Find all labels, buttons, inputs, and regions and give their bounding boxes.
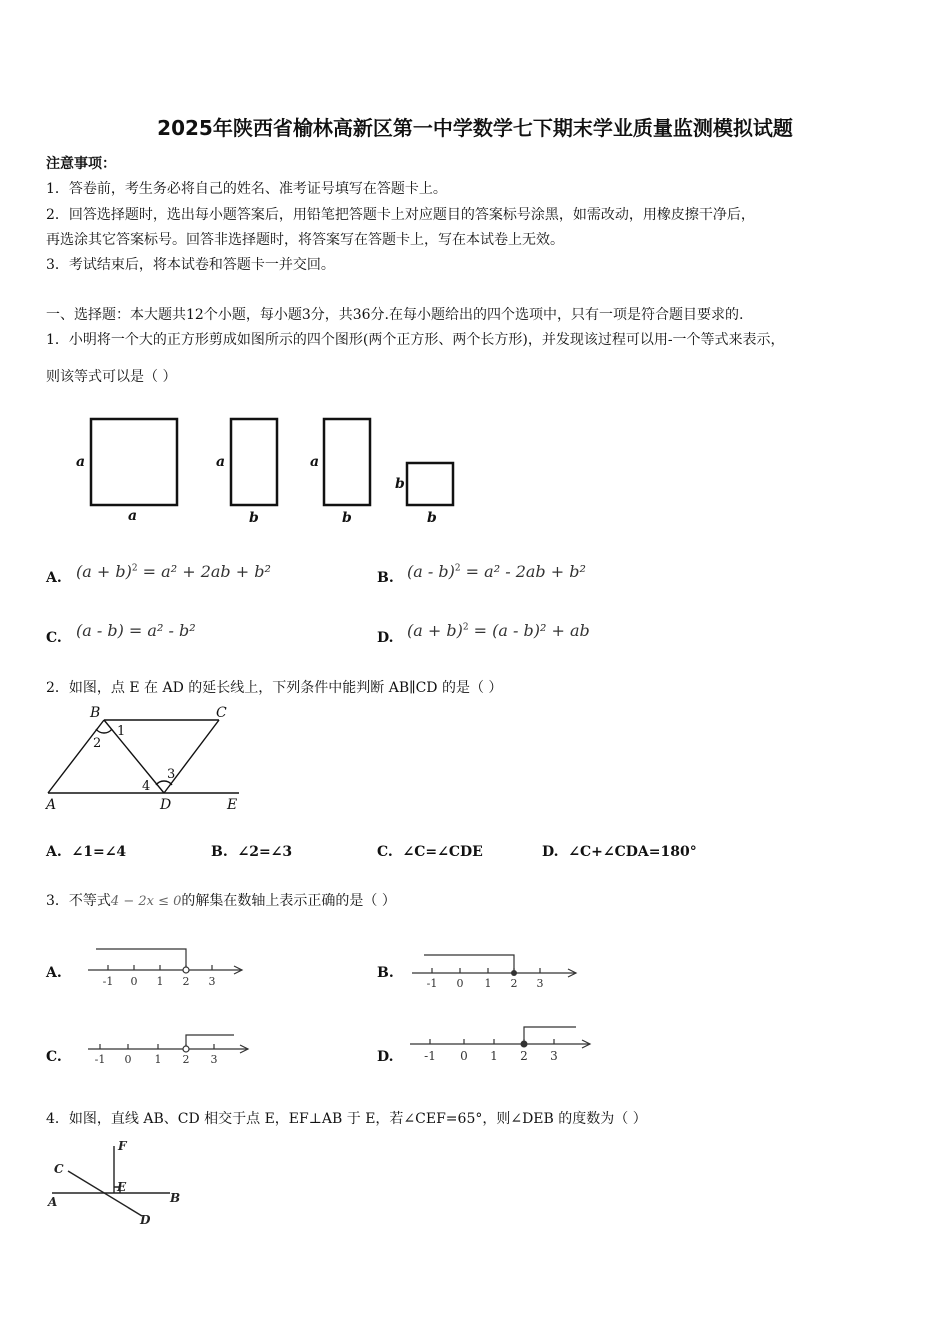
q1-option-a-formula: $(a + b)^2 = a^2 + 2ab + b^2$ [76,562,271,581]
svg-text:2: 2 [182,975,190,988]
svg-text:2: 2 [510,977,518,990]
small-square [407,463,453,505]
point-c: C [54,1162,64,1176]
svg-text:1: 1 [154,1053,162,1066]
q2-option-a: A. ∠1=∠4 [46,844,127,860]
q1-option-b-label: B. [377,570,394,586]
q3-numberline-d [408,1022,598,1068]
q1-option-c-label: C. [46,630,62,646]
section-heading: 一、选择题：本大题共12个小题，每小题3分，共36分.在每小题给出的四个选项中，只有一项是符合题目要求的. [46,307,744,323]
svg-text:1: 1 [484,977,492,990]
label-a: a [76,454,86,470]
q3-option-b: B. [377,965,394,981]
q2-option-b: B. ∠2=∠3 [211,844,293,860]
svg-text:3: 3 [536,977,544,990]
q1-option-d-label: D. [377,630,394,646]
svg-text:0: 0 [124,1053,132,1066]
big-square [91,419,177,505]
label-a: a [216,454,226,470]
svg-text:1: 1 [490,1049,498,1063]
q1-option-a-label: A. [46,570,62,586]
svg-text:-1: -1 [94,1053,106,1066]
q3-option-d: D. [377,1049,394,1065]
point-a: A [48,1195,58,1209]
q1-figure [70,410,470,535]
point-c: C [216,705,227,721]
angle-2: 2 [93,736,102,751]
q1-option-d-formula: $(a + b)^2 = (a - b)^2$ + ab [407,621,590,640]
notice-item: 3．考试结束后，将本试卷和答题卡一并交回。 [46,257,335,273]
q4-stem: 4．如图，直线 AB、CD 相交于点 E，EF⊥AB 于 E，若∠CEF=65°，则∠DEB 的度数为（ ） [46,1111,647,1127]
q2-figure [44,703,249,815]
q1-stem: 1．小明将一个大的正方形剪成如图所示的四个图形(两个正方形、两个长方形)，并发现该过程可以用-一个等式来表示， [46,332,785,348]
svg-text:-1: -1 [426,977,438,990]
notice-item: 2．回答选择题时，选出每小题答案后，用铅笔把答题卡上对应题目的答案标号涂黑，如需改动，用橡皮擦干净后， [46,207,755,223]
q3-numberline-c [82,1030,257,1070]
point-a: A [46,797,57,813]
q2-option-c: C. ∠C=∠CDE [377,844,483,860]
notice-heading: 注意事项： [46,156,116,172]
svg-text:2: 2 [520,1049,528,1063]
point-d: D [140,1213,151,1227]
q2-option-d: D. ∠C+∠CDA=180° [542,844,697,860]
q2-stem: 2．如图，点 E 在 AD 的延长线上，下列条件中能判断 AB∥CD 的是（ ） [46,680,503,696]
svg-text:3: 3 [208,975,216,988]
label-b: b [342,510,352,526]
angle-1: 1 [117,724,126,739]
q3-inequality: 4 − 2x ≤ 0 [110,894,182,909]
q3-stem: 3．不等式4 − 2x ≤ 0的解集在数轴上表示正确的是（ ） [46,893,396,909]
rectangle-2 [324,419,370,505]
point-b: B [90,705,101,721]
label-a: a [128,508,138,524]
svg-text:-1: -1 [424,1049,436,1063]
point-e: E [227,797,238,813]
q1-option-b-formula: (a - b)$^2$ = a² - 2ab + b² [407,562,586,581]
svg-text:0: 0 [130,975,138,988]
point-f: F [118,1139,127,1153]
q4-figure [46,1136,196,1232]
svg-text:0: 0 [456,977,464,990]
q3-numberline-a [82,943,252,991]
svg-text:3: 3 [210,1053,218,1066]
label-a: a [310,454,320,470]
svg-text:0: 0 [460,1049,468,1063]
label-b: b [395,476,405,492]
notice-item: 再选涂其它答案标号。回答非选择题时，将答案写在答题卡上，写在本试卷上无效。 [46,232,564,248]
angle-4: 4 [142,779,151,794]
q1-option-c-formula: (a - b) = a² - b² [76,621,196,640]
q3-option-a: A. [46,965,62,981]
q3-numberline-b [408,947,583,993]
svg-text:3: 3 [550,1049,558,1063]
notice-item: 1．答卷前，考生务必将自己的姓名、准考证号填写在答题卡上。 [46,181,447,197]
rectangle-1 [231,419,277,505]
label-b: b [427,510,437,526]
svg-text:1: 1 [156,975,164,988]
svg-text:2: 2 [182,1053,190,1066]
angle-3: 3 [167,767,176,782]
page-title: 2025年陕西省榆林高新区第一中学数学七下期末学业质量监测模拟试题 [157,116,793,140]
point-d: D [160,797,172,813]
q1-stem-cont: 则该等式可以是（ ） [46,369,177,385]
label-b: b [249,510,259,526]
point-b: B [170,1191,181,1205]
point-e: E [117,1180,127,1194]
q3-option-c: C. [46,1049,62,1065]
svg-text:-1: -1 [102,975,114,988]
